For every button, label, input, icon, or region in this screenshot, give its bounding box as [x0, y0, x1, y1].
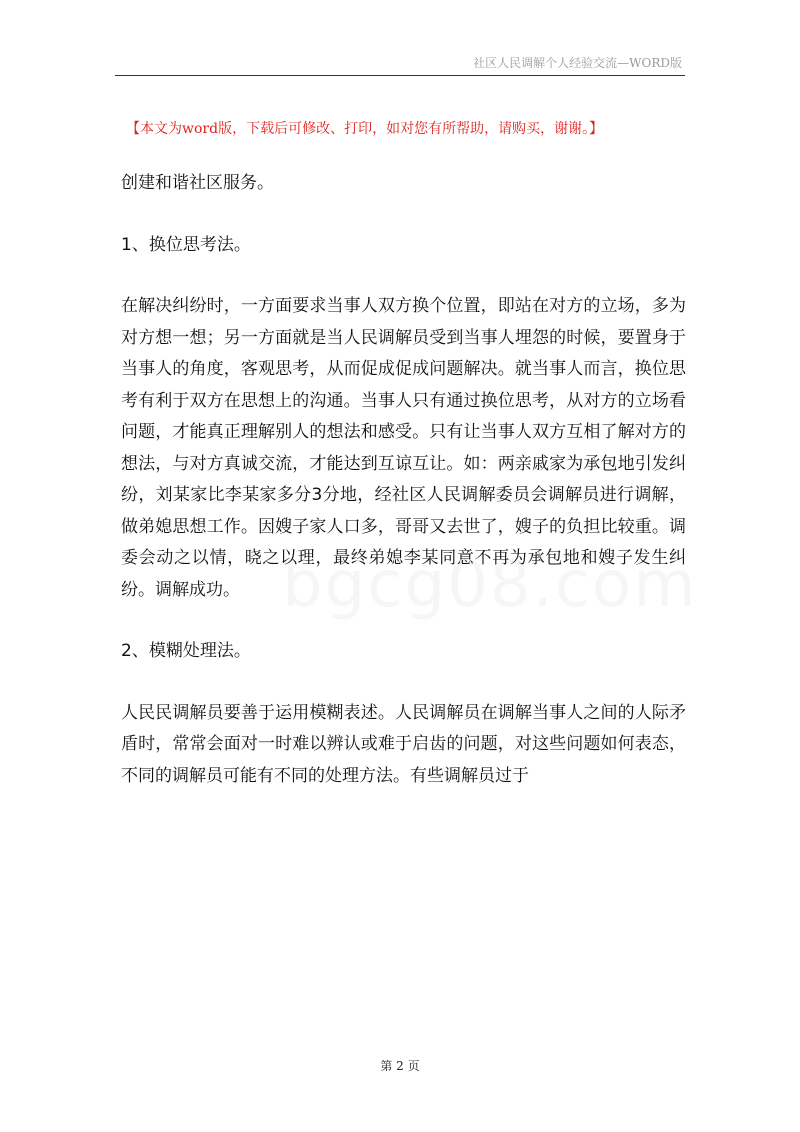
- header-rule: [115, 75, 685, 76]
- header-title: 社区人民调解个人经验交流—WORD版: [473, 56, 682, 70]
- page-number: 第 2 页: [380, 1059, 420, 1073]
- document-body: [121, 168, 686, 792]
- paragraph-gap: [121, 200, 686, 230]
- paragraph-intro: 创建和谐社区服务。: [121, 173, 274, 193]
- download-notice: 【本文为word版，下载后可修改、打印，如对您有所帮助，请购买，谢谢。】: [126, 121, 604, 137]
- paragraph-gap: [121, 606, 686, 636]
- heading-perspective-method: 1、换位思考法。: [121, 234, 251, 255]
- paragraph-perspective-method: 在解决纠纷时，一方面要求当事人双方换个位置，即站在对方的立场，多为对方想一想；另一方面就是当人民调解员受到当事人埋怨的时候，要置身于当事人的角度，客观思考，从而促成促成问题解决。就当事人而言，换位思考有利于双方在思想上的沟通。当事人只有通过换位思考，从对方的立场看问题，才能真正理解别人的想法和感受。只有让当事人双方互相了解对方的想法，与对方真诚交流，才能达到互谅互让。如：两亲戚家为承包地引发纠纷，刘某家比李某家多分3分地，经社区人民调解委员会调解员进行调解，做弟媳思想工作。因嫂子家人口多，哥哥又去世了，嫂子的负担比较重。调委会动之以情，晓之以理，最终弟媳李某同意不再为承包地和嫂子发生纠纷。调解成功。: [121, 296, 686, 600]
- paragraph-gap: [121, 668, 686, 698]
- paragraph-gap: [121, 261, 686, 291]
- paragraph-fuzzy-method: 人民民调解员要善于运用模糊表述。人民调解员在调解当事人之间的人际矛盾时，常常会面对一时难以辨认或难于启齿的问题，对这些问题如何表态，不同的调解员可能有不同的处理方法。有些调解员过于: [121, 702, 686, 786]
- heading-fuzzy-method: 2、模糊处理法。: [121, 641, 251, 661]
